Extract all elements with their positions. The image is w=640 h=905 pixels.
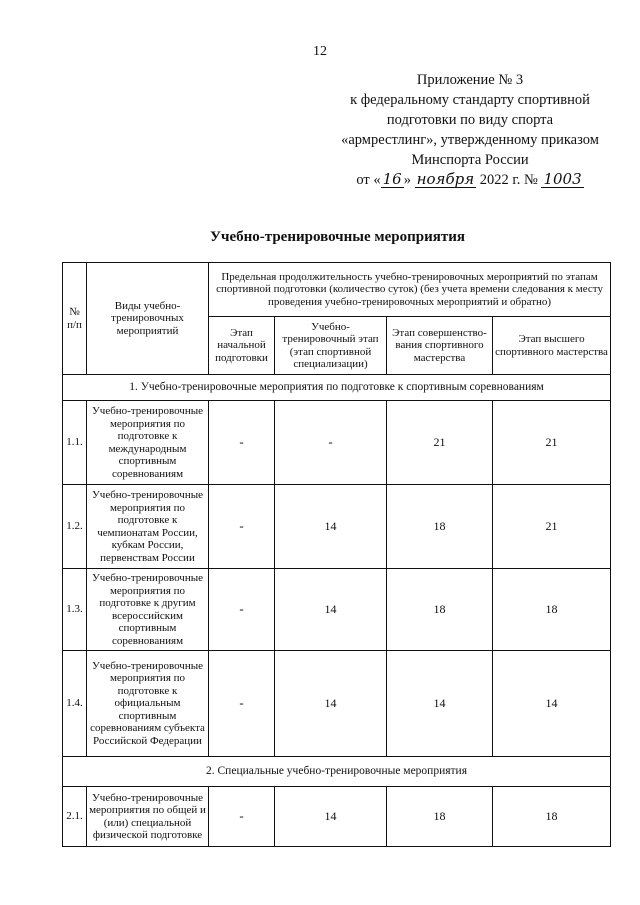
row-value: 14	[275, 651, 387, 757]
row-value: 18	[387, 485, 493, 569]
header-stage: Этап высшего спортивного мастерства	[493, 317, 611, 375]
section-heading: 2. Специальные учебно-тренировочные мероприятия	[63, 757, 611, 787]
table-row	[63, 569, 611, 651]
row-value: -	[275, 401, 387, 485]
table-row	[63, 651, 611, 757]
appendix-line: подготовки по виду спорта	[386, 112, 554, 128]
page-number: 12	[313, 44, 327, 59]
row-value: 18	[387, 787, 493, 847]
appendix-line: «армрестлинг», утвержденному приказом	[341, 132, 599, 148]
appendix-line: к федеральному стандарту спортивной	[350, 92, 590, 108]
appendix-line: Приложение № 3	[416, 72, 524, 88]
header-stage: Этап начальной подготовки	[209, 317, 275, 375]
row-name: Учебно-тренировочные мероприятия по подготовке к официальным спортивным соревнованиям субъекта Российской Федерации	[87, 651, 209, 757]
row-name: Учебно-тренировочные мероприятия по подготовке к чемпионатам России, кубкам России, первенствам России	[87, 485, 209, 569]
row-number: 1.3.	[63, 569, 87, 651]
row-name: Учебно-тренировочные мероприятия по общей и (или) специальной физической подготовке	[87, 787, 209, 847]
row-value: 14	[387, 651, 493, 757]
handwritten-month: ноября	[416, 170, 475, 188]
table-row	[63, 485, 611, 569]
row-value: 18	[493, 569, 611, 651]
row-value: -	[209, 401, 275, 485]
header-duration: Предельная продолжительность учебно-тренировочных мероприятий по этапам спортивной подготовки (количество суток) (без учета времени следования к месту проведения учебно-тренировочных мероприятий и обратно)	[209, 263, 611, 317]
row-number: 2.1.	[63, 787, 87, 847]
training-events-table	[62, 262, 611, 847]
row-name: Учебно-тренировочные мероприятия по подготовке к другим всероссийским спортивным соревнованиям	[87, 569, 209, 651]
row-name: Учебно-тренировочные мероприятия по подготовке к международным спортивным соревнованиям	[87, 401, 209, 485]
appendix-header	[330, 70, 610, 190]
date-sep: »	[403, 172, 411, 188]
header-stage: Учебно-тренировочный этап (этап спортивной специализации)	[275, 317, 387, 375]
date-year: 2022 г. №	[479, 172, 538, 188]
row-value: 21	[387, 401, 493, 485]
appendix-line: Минспорта России	[411, 152, 529, 168]
table-row	[63, 401, 611, 485]
handwritten-day: 16	[382, 170, 402, 188]
row-value: 18	[387, 569, 493, 651]
order-date-line	[330, 170, 610, 190]
section-heading: 1. Учебно-тренировочные мероприятия по подготовке к спортивным соревнованиям	[63, 375, 611, 401]
row-value: -	[209, 485, 275, 569]
row-value: -	[209, 651, 275, 757]
date-prefix: от «	[356, 172, 381, 188]
row-value: 14	[275, 569, 387, 651]
table-row	[63, 787, 611, 847]
header-stage: Этап совершенство-вания спортивного мастерства	[387, 317, 493, 375]
header-num: № п/п	[63, 263, 87, 375]
document-title: Учебно-тренировочные мероприятия	[210, 229, 465, 245]
row-value: 14	[493, 651, 611, 757]
row-value: -	[209, 569, 275, 651]
row-value: 14	[275, 485, 387, 569]
header-types: Виды учебно-тренировочных мероприятий	[87, 263, 209, 375]
row-number: 1.1.	[63, 401, 87, 485]
handwritten-order-number: 1003	[543, 170, 582, 188]
row-value: 21	[493, 485, 611, 569]
row-value: -	[209, 787, 275, 847]
row-number: 1.4.	[63, 651, 87, 757]
row-value: 18	[493, 787, 611, 847]
row-value: 21	[493, 401, 611, 485]
row-value: 14	[275, 787, 387, 847]
row-number: 1.2.	[63, 485, 87, 569]
